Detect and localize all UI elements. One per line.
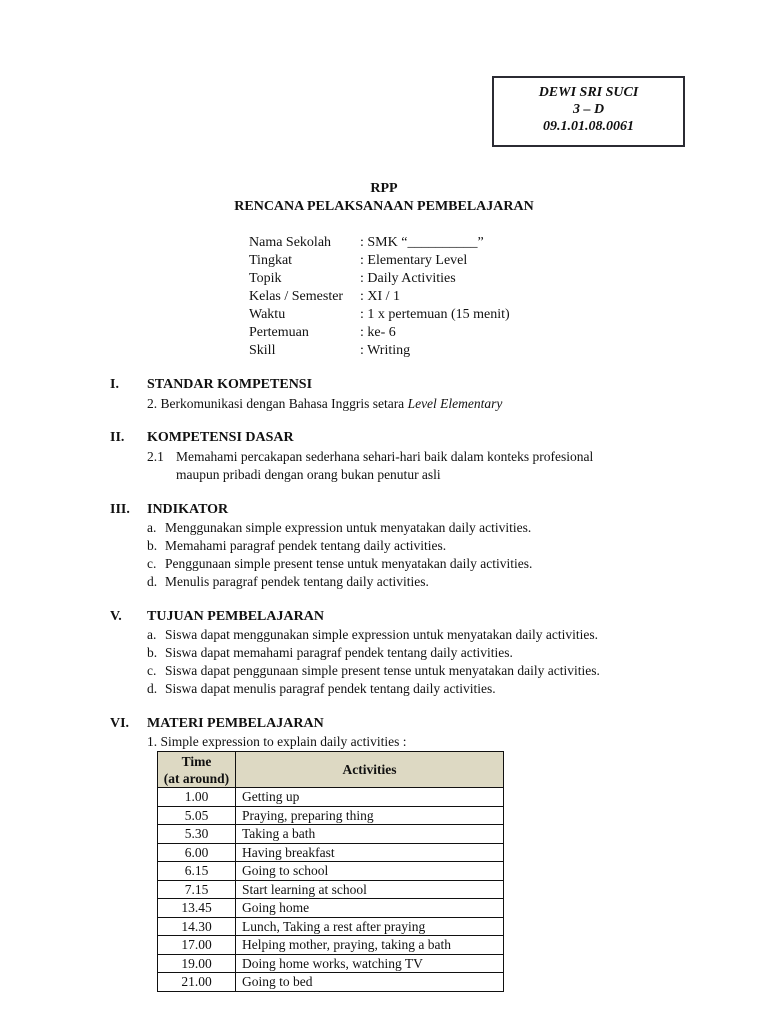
time-cell: 5.05 — [158, 806, 236, 825]
header-activities: Activities — [236, 752, 504, 788]
info-key: Topik — [249, 271, 282, 286]
list-item: Siswa dapat menggunakan simple expression untuk menyatakan daily activities. — [165, 627, 599, 642]
table-row — [158, 843, 504, 862]
activity-cell: Going to bed — [236, 973, 504, 992]
list-letter: c. — [147, 556, 157, 571]
time-cell: 21.00 — [158, 973, 236, 992]
section-number: I. — [110, 377, 119, 392]
info-key: Waktu — [249, 307, 286, 322]
activity-cell: Taking a bath — [236, 825, 504, 844]
table-row — [158, 973, 504, 992]
activity-cell: Doing home works, watching TV — [236, 954, 504, 973]
list-letter: b. — [147, 538, 158, 553]
doc-full-title: RENCANA PELAKSANAAN PEMBELAJARAN — [234, 199, 534, 214]
section-title: INDIKATOR — [147, 502, 229, 517]
table-row — [158, 825, 504, 844]
list-letter: b. — [147, 645, 158, 660]
item-number: 2.1 — [147, 449, 164, 464]
list-letter: d. — [147, 681, 158, 696]
section-item: 2. Berkomunikasi dengan Bahasa Inggris setara Level Elementary — [147, 396, 503, 411]
section-title: MATERI PEMBELAJARAN — [147, 716, 324, 731]
activity-cell: Getting up — [236, 788, 504, 807]
info-value: : 1 x pertemuan (15 menit) — [360, 307, 510, 322]
table-row — [158, 788, 504, 807]
table-row — [158, 806, 504, 825]
section-title: KOMPETENSI DASAR — [147, 430, 294, 445]
activity-cell: Lunch, Taking a rest after praying — [236, 917, 504, 936]
section-number: II. — [110, 430, 125, 445]
info-value: : Writing — [360, 343, 411, 358]
activity-cell: Having breakfast — [236, 843, 504, 862]
list-item: Siswa dapat memahami paragraf pendek tentang daily activities. — [165, 645, 513, 660]
info-key: Kelas / Semester — [249, 289, 344, 304]
info-value: : SMK “__________” — [360, 235, 484, 250]
list-letter: a. — [147, 520, 157, 535]
section-title: TUJUAN PEMBELAJARAN — [147, 609, 324, 624]
list-item: Penggunaan simple present tense untuk menyatakan daily activities. — [165, 556, 533, 571]
table-row — [158, 917, 504, 936]
doc-short-title: RPP — [370, 181, 398, 196]
table-row — [158, 862, 504, 881]
time-cell: 13.45 — [158, 899, 236, 918]
list-letter: c. — [147, 663, 157, 678]
info-value: : XI / 1 — [360, 289, 401, 304]
table-header-row — [158, 752, 504, 788]
info-value: : ke- 6 — [360, 325, 396, 340]
activity-cell: Praying, preparing thing — [236, 806, 504, 825]
list-letter: d. — [147, 574, 158, 589]
activities-table — [157, 751, 504, 992]
time-cell: 6.15 — [158, 862, 236, 881]
student-name: DEWI SRI SUCI — [538, 85, 639, 100]
table-row — [158, 880, 504, 899]
list-item: Siswa dapat penggunaan simple present tense untuk menyatakan daily activities. — [165, 663, 600, 678]
info-key: Nama Sekolah — [249, 235, 332, 250]
student-id: 09.1.01.08.0061 — [543, 119, 634, 134]
time-cell: 7.15 — [158, 880, 236, 899]
table-row — [158, 936, 504, 955]
activity-cell: Helping mother, praying, taking a bath — [236, 936, 504, 955]
section-number: III. — [110, 502, 130, 517]
list-item: Menulis paragraf pendek tentang daily activities. — [165, 574, 429, 589]
section-item: Memahami percakapan sederhana sehari-hari baik dalam konteks profesional — [176, 449, 594, 464]
time-cell: 6.00 — [158, 843, 236, 862]
time-cell: 19.00 — [158, 954, 236, 973]
list-item: Menggunakan simple expression untuk menyatakan daily activities. — [165, 520, 532, 535]
activity-cell: Going to school — [236, 862, 504, 881]
time-cell: 14.30 — [158, 917, 236, 936]
student-class: 3 – D — [572, 102, 605, 117]
section-title: STANDAR KOMPETENSI — [147, 377, 313, 392]
student-id-box — [492, 76, 685, 147]
info-key: Skill — [249, 343, 276, 358]
list-letter: a. — [147, 627, 157, 642]
header-time: Time (at around) — [158, 752, 236, 788]
time-cell: 17.00 — [158, 936, 236, 955]
table-row — [158, 899, 504, 918]
info-value: : Elementary Level — [360, 253, 468, 268]
info-value: : Daily Activities — [360, 271, 456, 286]
info-key: Tingkat — [249, 253, 293, 268]
activity-cell: Start learning at school — [236, 880, 504, 899]
section-number: V. — [110, 609, 122, 624]
section-number: VI. — [110, 716, 130, 731]
section-item: maupun pribadi dengan orang bukan penutur asli — [176, 467, 441, 482]
activity-cell: Going home — [236, 899, 504, 918]
table-row — [158, 954, 504, 973]
list-item: Memahami paragraf pendek tentang daily activities. — [165, 538, 447, 553]
info-key: Pertemuan — [249, 325, 309, 340]
section-subheading: 1. Simple expression to explain daily activities : — [147, 734, 407, 749]
time-cell: 5.30 — [158, 825, 236, 844]
time-cell: 1.00 — [158, 788, 236, 807]
item-emphasis: Level Elementary — [407, 396, 503, 411]
list-item: Siswa dapat menulis paragraf pendek tentang daily activities. — [165, 681, 496, 696]
